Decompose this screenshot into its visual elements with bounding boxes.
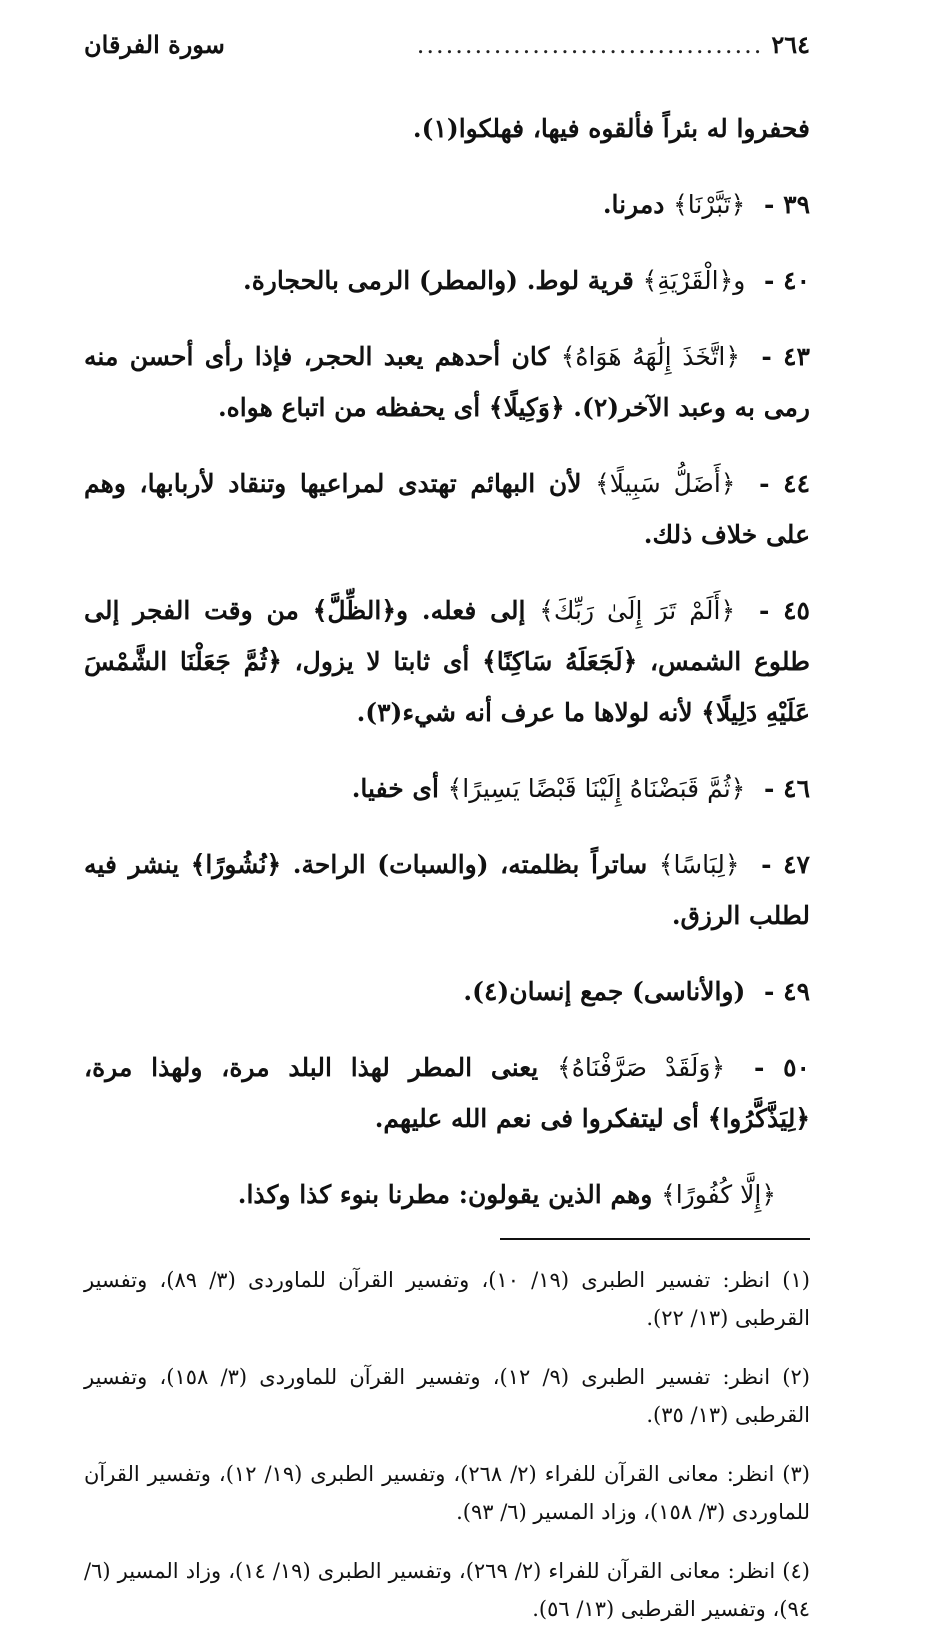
paragraph-verse-50: [84, 1042, 810, 1144]
verse-number: ٥٠ -: [753, 1053, 810, 1082]
paragraph-verse-49: [84, 966, 810, 1017]
quran-quote: ﴿أَضَلُّ سَبِيلًا﴾: [595, 469, 736, 498]
paragraph-verse-47: [84, 839, 810, 941]
paragraph-text: وهم الذين يقولون: مطرنا بنوء كذا وكذا.: [237, 1180, 653, 1209]
paragraph-text: لأن البهائم تهتدى لمراعيها وتنقاد لأربابها، وهم على خلاف ذلك.: [84, 469, 810, 549]
footnote-1: (١) انظر: تفسير الطبرى (١٩/ ١٠)، وتفسير القرآن للماوردى (٣/ ٨٩)، وتفسير القرطبى (١٣/ ٢٢).: [84, 1268, 810, 1330]
paragraph-intro: [84, 103, 810, 154]
book-page: [84, 30, 810, 1628]
footnote-4: (٤) انظر: معانى القرآن للفراء (٢/ ٢٦٩)، وتفسير الطبرى (١٩/ ١٤)، وزاد المسير (٦/ ٩٤)، وتفسير القرطبى (١٣/ ٥٦).: [84, 1559, 810, 1621]
paragraph-verse-46: [84, 763, 810, 814]
quran-quote: ﴿لِبَاسًا﴾: [658, 850, 740, 879]
paragraph-text: ساتراً بظلمته، (والسبات) الراحة. ﴿نُشُورًا﴾ ينشر فيه لطلب الرزق.: [84, 850, 810, 930]
page-number: ٢٦٤: [771, 30, 810, 59]
paragraph-text: يعنى المطر لهذا البلد مرة، ولهذا مرة، ﴿لِيَذَّكَّرُوا﴾ أى ليتفكروا فى نعم الله عليهم.: [84, 1053, 810, 1133]
paragraph-text: دمرنا.: [602, 190, 665, 219]
quran-quote: ﴿ثُمَّ قَبَضْنَاهُ إِلَيْنَا قَبْضًا يَسِيرًا﴾: [447, 774, 746, 803]
quran-quote: ﴿أَلَمْ تَرَ إِلَىٰ رَبِّكَ﴾: [539, 596, 736, 625]
verse-number: ٤٣ -: [761, 342, 810, 371]
quran-quote: ﴿إِلَّا كُفُورًا﴾: [661, 1180, 776, 1209]
header-leader-dots: ....................................: [416, 31, 764, 59]
footnote-divider: [500, 1238, 810, 1240]
quran-quote: ﴿اتَّخَذَ إِلَٰهَهُ هَوَاهُ﴾: [560, 342, 741, 371]
verse-number: ٤٠ -: [764, 266, 810, 295]
paragraph-verse-43: [84, 331, 810, 433]
footnote-2: (٢) انظر: تفسير الطبرى (٩/ ١٢)، وتفسير القرآن للماوردى (٣/ ١٥٨)، وتفسير القرطبى (١٣/ ٣٥).: [84, 1365, 810, 1427]
paragraph-text: قرية لوط. (والمطر) الرمى بالحجارة.: [243, 266, 634, 295]
verse-number: ٤٧ -: [761, 850, 810, 879]
paragraph-text: (والأناسى) جمع إنسان(٤).: [463, 977, 746, 1006]
quran-quote: ﴿تَبَّرْنَا﴾: [673, 190, 746, 219]
paragraph-verse-39: [84, 179, 810, 230]
surah-title: سورة الفرقان: [84, 30, 225, 59]
verse-number: ٤٤ -: [759, 469, 810, 498]
paragraph-text: إلى فعله. و﴿الظِّلَّ﴾ من وقت الفجر إلى طلوع الشمس، ﴿لَجَعَلَهُ سَاكِنًا﴾ أى ثابتا لا يزول، ﴿ثُمَّ جَعَلْنَا الشَّمْسَ عَلَيْهِ دَلِيلًا﴾ لأنه لولاها ما عرف أنه شيء(٣).: [84, 596, 810, 727]
paragraph-text: أى خفيا.: [351, 774, 439, 803]
paragraph-verse-44: [84, 458, 810, 560]
quran-quote: و﴿الْقَرْيَةِ﴾: [642, 266, 746, 295]
footnote-3: (٣) انظر: معانى القرآن للفراء (٢/ ٢٦٨)، وتفسير الطبرى (١٩/ ١٢)، وتفسير القرآن للماوردى (٣/ ١٥٨)، وزاد المسير (٦/ ٩٣).: [84, 1462, 810, 1524]
paragraph-verse-40: [84, 255, 810, 306]
paragraph-text: فحفروا له بئراً فألقوه فيها، فهلكوا(١).: [412, 114, 810, 143]
verse-number: ٤٩ -: [764, 977, 810, 1006]
verse-number: ٤٥ -: [758, 596, 810, 625]
running-header: [84, 30, 810, 78]
paragraph-text: كان أحدهم يعبد الحجر، فإذا رأى أحسن منه رمى به وعبد الآخر(٢). ﴿وَكِيلًا﴾ أى يحفظه من اتباع هواه.: [84, 342, 810, 422]
quran-quote: ﴿وَلَقَدْ صَرَّفْنَاهُ﴾: [557, 1053, 726, 1082]
verse-number: ٣٩ -: [764, 190, 810, 219]
footnotes: [84, 1261, 810, 1628]
main-text: [84, 103, 810, 1220]
paragraph-verse-45: [84, 585, 810, 738]
verse-number: ٤٦ -: [764, 774, 810, 803]
paragraph-continuation: [84, 1169, 810, 1220]
